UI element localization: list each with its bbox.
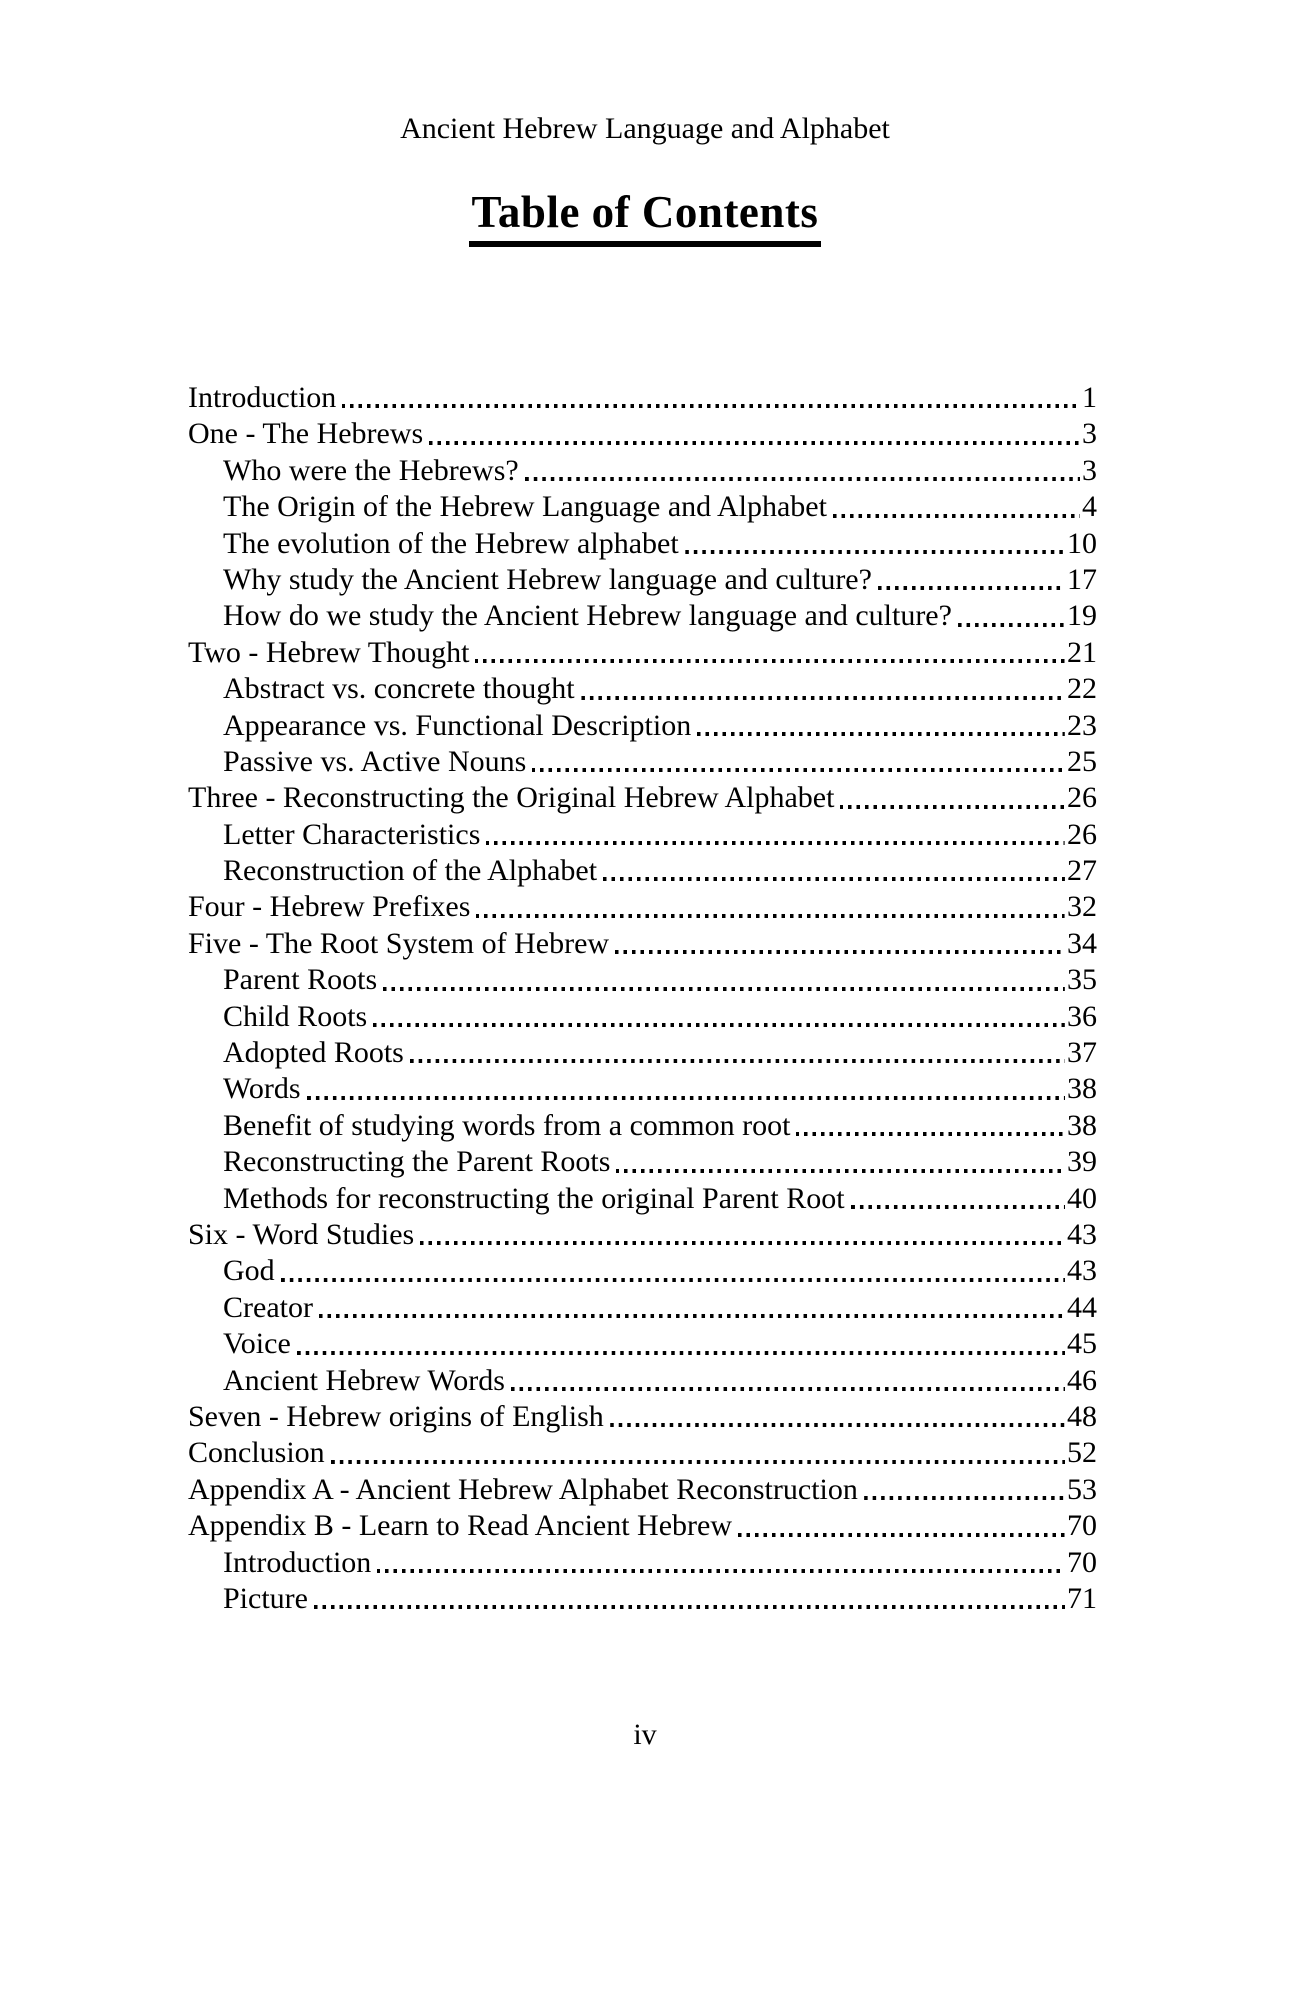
toc-dot-leader [616,1169,1065,1173]
toc-entry-page-number: 70 [1067,1509,1097,1543]
toc-entry-page-number: 34 [1067,926,1097,960]
toc-entry[interactable] [188,562,1097,598]
toc-entry-page-number: 3 [1082,453,1097,487]
toc-entry-title: Words [223,1072,301,1106]
toc-entry-title: Child Roots [223,999,368,1033]
toc-entry-page-number: 45 [1067,1327,1097,1361]
toc-dot-leader [796,1132,1065,1136]
toc-dot-leader [864,1496,1065,1500]
toc-entry-page-number: 48 [1067,1399,1097,1433]
toc-entry-title: Parent Roots [223,963,378,997]
toc-entry-page-number: 32 [1067,890,1097,924]
toc-entry-title: Three - Reconstructing the Original Hebrew Alphabet [188,781,835,815]
toc-entry[interactable] [188,635,1097,671]
toc-entry[interactable] [188,671,1097,707]
toc-entry[interactable] [188,1108,1097,1144]
toc-entry-title: Introduction [223,1545,372,1579]
toc-entry-title: Appendix B - Learn to Read Ancient Hebrew [188,1509,732,1543]
toc-entry-title: Five - The Root System of Hebrew [188,926,610,960]
toc-entry-title: Reconstructing the Parent Roots [223,1145,611,1179]
toc-entry-title: Seven - Hebrew origins of English [188,1399,604,1433]
toc-entry[interactable] [188,962,1097,998]
toc-entry-title: Letter Characteristics [223,817,481,851]
toc-dot-leader [410,1059,1065,1063]
page-title: Table of Contents [469,186,822,247]
toc-entry[interactable] [188,1545,1097,1581]
toc-entry-title: One - The Hebrews [188,417,424,451]
toc-entry[interactable] [188,1253,1097,1289]
toc-dot-leader [532,768,1065,772]
toc-entry-page-number: 3 [1082,417,1097,451]
toc-entry[interactable] [188,744,1097,780]
toc-entry-title: Methods for reconstructing the original Parent Root [223,1181,845,1215]
toc-entry-page-number: 40 [1067,1181,1097,1215]
toc-entry[interactable] [188,1290,1097,1326]
toc-entry-title: Abstract vs. concrete thought [223,672,575,706]
toc-entry-page-number: 36 [1067,999,1097,1033]
toc-dot-leader [383,987,1065,991]
toc-entry-title: Six - Word Studies [188,1217,415,1251]
toc-entry-page-number: 25 [1067,744,1097,778]
toc-dot-leader [685,550,1065,554]
toc-dot-leader [486,841,1065,845]
toc-entry-page-number: 23 [1067,708,1097,742]
toc-entry-page-number: 10 [1067,526,1097,560]
toc-entry-page-number: 38 [1067,1108,1097,1142]
toc-entry-page-number: 37 [1067,1036,1097,1070]
toc-entry[interactable] [188,1435,1097,1471]
toc-entry[interactable] [188,1326,1097,1362]
toc-entry-page-number: 38 [1067,1072,1097,1106]
toc-dot-leader [281,1278,1065,1282]
toc-entry-title: Introduction [188,381,337,414]
toc-entry[interactable] [188,1181,1097,1217]
toc-entry-page-number: 1 [1082,381,1097,414]
toc-entry-title: Adopted Roots [223,1036,404,1070]
toc-entry-title: The Origin of the Hebrew Language and Alphabet [223,490,827,524]
toc-entry-title: How do we study the Ancient Hebrew language and culture? [223,599,952,633]
toc-entry-page-number: 21 [1067,635,1097,669]
toc-dot-leader [840,805,1065,809]
toc-entry-title: Four - Hebrew Prefixes [188,890,471,924]
toc-entry-page-number: 71 [1067,1581,1097,1615]
toc-entry[interactable] [188,853,1097,889]
toc-entry[interactable] [188,1399,1097,1435]
toc-entry[interactable] [188,817,1097,853]
toc-entry[interactable] [188,780,1097,816]
toc-dot-leader [958,623,1065,627]
page-number: iv [633,1718,657,1751]
toc-entry-title: God [223,1254,275,1288]
toc-entry[interactable] [188,416,1097,452]
toc-dot-leader [610,1423,1065,1427]
toc-entry-page-number: 26 [1067,817,1097,851]
toc-entry[interactable] [188,1363,1097,1399]
toc-entry[interactable] [188,380,1097,416]
toc-entry-title: Voice [223,1327,291,1361]
toc-dot-leader [319,1314,1065,1318]
toc-entry-title: Benefit of studying words from a common root [223,1108,791,1142]
toc-list [188,380,1097,1617]
toc-entry[interactable] [188,1035,1097,1071]
toc-dot-leader [878,586,1065,590]
toc-entry-title: Creator [223,1290,313,1324]
toc-entry[interactable] [188,1217,1097,1253]
toc-dot-leader [851,1205,1065,1209]
toc-dot-leader [476,914,1065,918]
toc-dot-leader [581,696,1065,700]
toc-entry-page-number: 35 [1067,963,1097,997]
toc-entry-page-number: 27 [1067,854,1097,888]
toc-entry-page-number: 26 [1067,781,1097,815]
toc-dot-leader [377,1569,1065,1573]
toc-dot-leader [342,404,1080,408]
toc-entry[interactable] [188,1144,1097,1180]
toc-dot-leader [738,1533,1065,1537]
toc-entry[interactable] [188,1508,1097,1544]
toc-entry[interactable] [188,889,1097,925]
toc-dot-leader [525,477,1080,481]
toc-entry-page-number: 4 [1082,490,1097,524]
page-title-wrap [0,186,1290,247]
toc-entry-page-number: 46 [1067,1363,1097,1397]
toc-entry-title: Appendix A - Ancient Hebrew Alphabet Reconstruction [188,1472,858,1506]
toc-dot-leader [615,950,1065,954]
toc-entry[interactable] [188,708,1097,744]
toc-entry[interactable] [188,489,1097,525]
toc-dot-leader [511,1387,1065,1391]
toc-entry-page-number: 52 [1067,1436,1097,1470]
toc-dot-leader [331,1460,1065,1464]
toc-entry-title: Two - Hebrew Thought [188,635,470,669]
toc-entry-page-number: 17 [1067,562,1097,596]
toc-entry-title: Conclusion [188,1436,325,1470]
toc-entry[interactable] [188,526,1097,562]
toc-entry-title: Picture [223,1581,308,1615]
toc-dot-leader [833,514,1080,518]
toc-entry[interactable] [188,598,1097,634]
toc-dot-leader [603,877,1065,881]
toc-entry-title: Ancient Hebrew Words [223,1363,505,1397]
toc-entry-page-number: 19 [1067,599,1097,633]
toc-entry-page-number: 22 [1067,672,1097,706]
toc-entry[interactable] [188,1071,1097,1107]
toc-entry-page-number: 39 [1067,1145,1097,1179]
toc-entry[interactable] [188,1581,1097,1617]
toc-entry-page-number: 44 [1067,1290,1097,1324]
toc-entry-title: The evolution of the Hebrew alphabet [223,526,679,560]
toc-entry-title: Reconstruction of the Alphabet [223,854,598,888]
toc-dot-leader [297,1351,1065,1355]
toc-dot-leader [373,1023,1065,1027]
toc-dot-leader [697,732,1065,736]
toc-dot-leader [314,1605,1065,1609]
toc-entry[interactable] [188,453,1097,489]
toc-entry-page-number: 43 [1067,1217,1097,1251]
toc-entry-page-number: 53 [1067,1472,1097,1506]
toc-dot-leader [475,659,1065,663]
toc-entry[interactable] [188,999,1097,1035]
toc-entry-page-number: 43 [1067,1254,1097,1288]
toc-entry[interactable] [188,1472,1097,1508]
toc-entry[interactable] [188,926,1097,962]
toc-dot-leader [420,1241,1065,1245]
toc-dot-leader [429,441,1080,445]
toc-entry-title: Appearance vs. Functional Description [223,708,692,742]
toc-dot-leader [307,1096,1065,1100]
running-header: Ancient Hebrew Language and Alphabet [400,112,890,145]
toc-entry-page-number: 70 [1067,1545,1097,1579]
toc-entry-title: Why study the Ancient Hebrew language and culture? [223,562,872,596]
toc-entry-title: Who were the Hebrews? [223,453,519,487]
toc-entry-title: Passive vs. Active Nouns [223,744,527,778]
